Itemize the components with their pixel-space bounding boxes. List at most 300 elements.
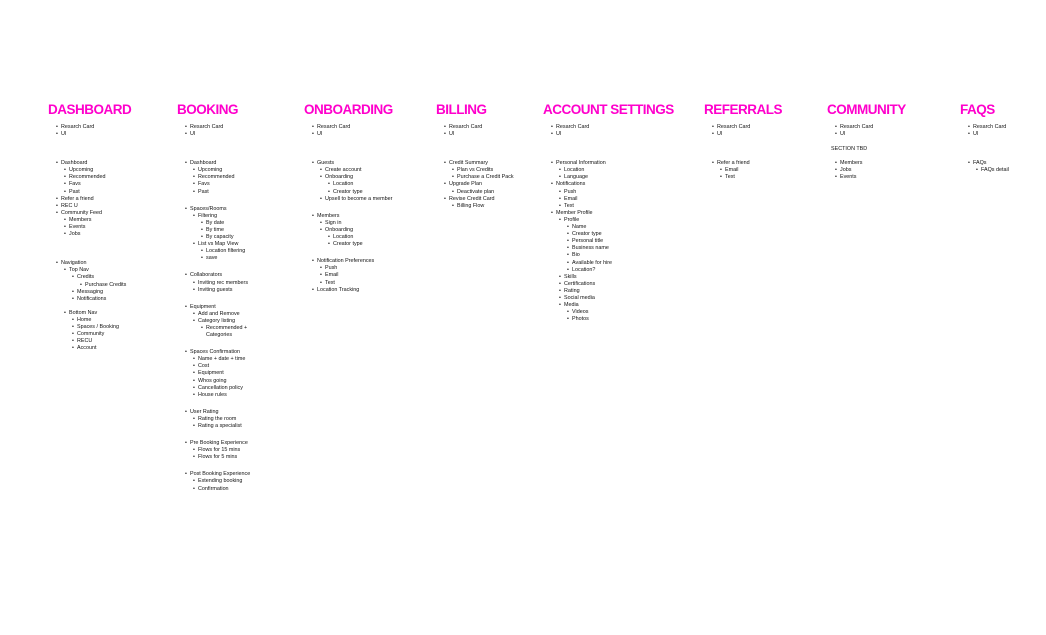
list-item-label: Media bbox=[564, 302, 579, 309]
list-item-label: Name + date + time bbox=[198, 356, 246, 363]
bullet-icon: • bbox=[835, 167, 837, 174]
bullet-icon: • bbox=[201, 234, 203, 241]
list-item-label: Location bbox=[333, 181, 354, 188]
bullet-icon: • bbox=[56, 124, 58, 130]
bullet-icon: • bbox=[185, 131, 187, 138]
list-item-label: Resarch Card bbox=[317, 124, 351, 130]
list-item-label: Email bbox=[725, 167, 739, 174]
bullet-icon: • bbox=[64, 231, 66, 238]
list-item-label: Push bbox=[325, 265, 338, 272]
list-item bbox=[177, 220, 250, 227]
bullet-icon: • bbox=[559, 216, 561, 223]
list-item-label: Community bbox=[77, 331, 105, 338]
bullet-icon: • bbox=[64, 267, 66, 274]
column-dashboard bbox=[48, 102, 131, 352]
bullet-icon: • bbox=[835, 131, 837, 138]
list-item bbox=[543, 210, 674, 217]
bullet-icon: • bbox=[72, 331, 74, 338]
list-item-label: Guests bbox=[317, 160, 335, 167]
list-item-label: UI bbox=[840, 131, 846, 138]
bullet-icon: • bbox=[64, 188, 66, 195]
bullet-icon: • bbox=[56, 160, 58, 167]
list-item-label: Business name bbox=[572, 245, 609, 252]
list-item bbox=[436, 167, 514, 174]
list-item bbox=[48, 282, 131, 289]
list-item-label: Plan vs Credits bbox=[457, 167, 494, 174]
list-item bbox=[48, 324, 131, 331]
bullet-icon: • bbox=[193, 423, 195, 429]
column-title: ONBOARDING bbox=[304, 102, 393, 117]
list-item-label: UI bbox=[449, 131, 455, 138]
list-item bbox=[48, 124, 131, 131]
column-booking bbox=[177, 102, 250, 493]
bullet-icon: • bbox=[559, 287, 561, 294]
bullet-icon: • bbox=[320, 219, 322, 226]
list-item-label: Email bbox=[564, 195, 578, 202]
list-item bbox=[543, 309, 674, 316]
list-item-label: Resarch Card bbox=[449, 124, 483, 130]
bullet-icon: • bbox=[567, 231, 569, 238]
bullet-icon: • bbox=[559, 167, 561, 174]
bullet-icon: • bbox=[185, 440, 187, 447]
list-item bbox=[177, 255, 250, 262]
list-item-label: UI bbox=[317, 131, 323, 138]
list-item bbox=[177, 378, 250, 385]
section-block bbox=[48, 260, 131, 352]
list-item bbox=[827, 124, 906, 131]
list-item bbox=[543, 189, 674, 196]
list-item-label: Whos going bbox=[198, 377, 227, 384]
bullet-icon: • bbox=[64, 181, 66, 188]
list-item bbox=[177, 227, 250, 234]
list-item bbox=[48, 217, 131, 224]
list-item bbox=[177, 248, 250, 255]
list-item-label: Credit Summary bbox=[449, 160, 488, 167]
list-item bbox=[177, 471, 250, 478]
list-item bbox=[48, 181, 131, 188]
bullet-icon: • bbox=[193, 447, 195, 454]
bullet-icon: • bbox=[559, 202, 561, 209]
list-item-label: Home bbox=[77, 316, 92, 323]
bullet-icon: • bbox=[551, 209, 553, 216]
bullet-icon: • bbox=[72, 288, 74, 295]
bullet-icon: • bbox=[452, 167, 454, 174]
section-block bbox=[177, 409, 250, 430]
bullet-icon: • bbox=[56, 209, 58, 216]
list-item bbox=[436, 174, 514, 181]
list-item bbox=[48, 189, 131, 196]
bullet-icon: • bbox=[193, 363, 195, 370]
list-item bbox=[436, 160, 514, 167]
list-item bbox=[48, 203, 131, 210]
list-item bbox=[177, 440, 250, 447]
bullet-icon: • bbox=[201, 324, 203, 331]
section-block bbox=[827, 146, 906, 153]
list-item bbox=[177, 454, 250, 461]
list-item-label: Past bbox=[198, 188, 209, 195]
list-item bbox=[177, 486, 250, 493]
bullet-icon: • bbox=[193, 384, 195, 391]
list-item-label: Available for hire bbox=[572, 259, 613, 266]
bullet-icon: • bbox=[56, 195, 58, 202]
section-block bbox=[304, 213, 393, 248]
list-item bbox=[177, 304, 250, 311]
spacer bbox=[48, 303, 131, 310]
list-item-label: Equipment bbox=[190, 303, 216, 310]
list-item bbox=[48, 317, 131, 324]
bullet-icon: • bbox=[320, 265, 322, 272]
bullet-icon: • bbox=[193, 317, 195, 324]
bullet-icon: • bbox=[201, 248, 203, 255]
bullet-icon: • bbox=[72, 338, 74, 345]
list-item-label: Flows for 15 mins bbox=[198, 447, 241, 454]
list-item-label: Upcoming bbox=[69, 167, 94, 174]
list-item-label: Email bbox=[325, 272, 339, 279]
bullet-icon: • bbox=[64, 224, 66, 231]
list-item bbox=[304, 124, 393, 131]
list-item bbox=[177, 416, 250, 423]
list-item bbox=[543, 217, 674, 224]
bullet-icon: • bbox=[72, 345, 74, 352]
list-item-label: User Rating bbox=[190, 408, 219, 415]
list-item-label: Recommended + bbox=[206, 324, 248, 331]
list-item bbox=[177, 409, 250, 416]
list-item-label: Language bbox=[564, 174, 588, 181]
list-item bbox=[960, 160, 1009, 167]
list-item bbox=[543, 231, 674, 238]
list-item bbox=[177, 363, 250, 370]
column-title: REFERRALS bbox=[704, 102, 783, 117]
list-item bbox=[177, 370, 250, 377]
column-title: FAQS bbox=[960, 102, 995, 117]
section-block bbox=[177, 349, 250, 399]
list-item-label: List vs Map View bbox=[198, 241, 239, 248]
list-item-label: UI bbox=[556, 131, 562, 138]
list-item-label: Credits bbox=[77, 274, 95, 281]
list-item bbox=[827, 167, 906, 174]
list-item bbox=[304, 220, 393, 227]
list-item bbox=[177, 241, 250, 248]
list-item bbox=[304, 174, 393, 181]
bullet-icon: • bbox=[312, 124, 314, 130]
list-item-label: Resarch Card bbox=[61, 124, 95, 130]
list-item-label: Text bbox=[725, 174, 735, 181]
list-item bbox=[543, 252, 674, 259]
bullet-icon: • bbox=[193, 377, 195, 384]
section-block bbox=[48, 160, 131, 238]
bullet-icon: • bbox=[968, 124, 970, 130]
list-item bbox=[304, 131, 393, 138]
list-item-label: Personal Information bbox=[556, 160, 606, 167]
bullet-icon: • bbox=[193, 174, 195, 181]
list-item-label: Category listing bbox=[198, 317, 236, 324]
column-title: BILLING bbox=[436, 102, 487, 117]
list-item bbox=[48, 274, 131, 281]
section-block bbox=[543, 124, 674, 138]
list-item bbox=[48, 160, 131, 167]
section-block bbox=[543, 160, 674, 323]
list-item bbox=[304, 241, 393, 248]
list-item bbox=[177, 392, 250, 399]
list-item-label: Spaces Confirmation bbox=[190, 349, 241, 356]
list-item-label: By time bbox=[206, 226, 224, 233]
bullet-icon: • bbox=[56, 202, 58, 209]
bullet-icon: • bbox=[193, 188, 195, 195]
bullet-icon: • bbox=[328, 234, 330, 241]
bullet-icon: • bbox=[551, 160, 553, 167]
list-item bbox=[48, 338, 131, 345]
list-item-label: By capacity bbox=[206, 234, 234, 241]
bullet-icon: • bbox=[452, 174, 454, 181]
bullet-icon: • bbox=[559, 188, 561, 195]
bullet-icon: • bbox=[312, 286, 314, 293]
list-item bbox=[48, 231, 131, 238]
list-item-label: UI bbox=[717, 131, 723, 138]
bullet-icon: • bbox=[444, 124, 446, 130]
bullet-icon: • bbox=[201, 219, 203, 226]
list-item-label: Create account bbox=[325, 167, 362, 174]
list-item bbox=[436, 203, 514, 210]
section-block bbox=[827, 160, 906, 181]
bullet-icon: • bbox=[835, 174, 837, 181]
bullet-icon: • bbox=[328, 188, 330, 195]
bullet-icon: • bbox=[185, 408, 187, 415]
list-item bbox=[543, 203, 674, 210]
list-item-label: Top Nav bbox=[69, 267, 89, 274]
bullet-icon: • bbox=[567, 259, 569, 266]
bullet-icon: • bbox=[567, 316, 569, 323]
list-item-label: Photos bbox=[572, 316, 589, 323]
list-item bbox=[48, 224, 131, 231]
list-item bbox=[177, 325, 250, 332]
bullet-icon: • bbox=[312, 131, 314, 138]
list-item-label: Creator type bbox=[333, 241, 363, 248]
list-item bbox=[704, 160, 782, 167]
bullet-icon: • bbox=[193, 212, 195, 219]
bullet-icon: • bbox=[559, 195, 561, 202]
list-item bbox=[304, 213, 393, 220]
column-title: ACCOUNT SETTINGS bbox=[543, 102, 674, 117]
bullet-icon: • bbox=[444, 195, 446, 202]
bullet-icon: • bbox=[976, 167, 978, 174]
list-item bbox=[543, 224, 674, 231]
list-item-label: Location filtering bbox=[206, 248, 246, 255]
bullet-icon: • bbox=[201, 226, 203, 233]
bullet-icon: • bbox=[193, 478, 195, 485]
list-item bbox=[960, 131, 1009, 138]
bullet-icon: • bbox=[559, 273, 561, 280]
bullet-icon: • bbox=[444, 131, 446, 138]
bullet-icon: • bbox=[320, 226, 322, 233]
list-item bbox=[827, 174, 906, 181]
list-item-label: UI bbox=[973, 131, 979, 138]
list-item-label: Member Profile bbox=[556, 209, 593, 216]
list-item-label: FAQs detail bbox=[981, 167, 1009, 174]
list-item bbox=[960, 124, 1009, 131]
list-item-label: Billing Flow bbox=[457, 202, 485, 209]
list-item bbox=[177, 332, 250, 339]
section-block bbox=[304, 124, 393, 138]
list-item-label: REC U bbox=[61, 202, 78, 209]
list-item-label: Resarch Card bbox=[717, 124, 751, 130]
section-block bbox=[177, 124, 250, 138]
bullet-icon: • bbox=[551, 181, 553, 188]
bullet-icon: • bbox=[185, 124, 187, 130]
list-item bbox=[48, 131, 131, 138]
list-item bbox=[304, 287, 393, 294]
list-item-label: Purchase Credits bbox=[85, 281, 127, 288]
section-block bbox=[436, 124, 514, 138]
list-item-label: Spaces / Booking bbox=[77, 323, 119, 330]
list-item bbox=[827, 160, 906, 167]
list-item-label: Creator type bbox=[333, 188, 363, 195]
list-item bbox=[827, 131, 906, 138]
list-item-label: Bottom Nav bbox=[69, 309, 98, 316]
section-block bbox=[177, 304, 250, 339]
list-item-label: Name bbox=[572, 224, 587, 231]
list-item-label: Members bbox=[317, 212, 340, 219]
bullet-icon: • bbox=[72, 323, 74, 330]
bullet-icon: • bbox=[567, 309, 569, 316]
list-item-label: Notifications bbox=[77, 295, 107, 302]
section-block bbox=[960, 160, 1009, 174]
section-block bbox=[436, 160, 514, 210]
list-item-label: save bbox=[206, 255, 218, 262]
bullet-icon: • bbox=[185, 471, 187, 478]
list-item-label: Collaborators bbox=[190, 272, 223, 279]
list-item-label: Personal title bbox=[572, 238, 604, 245]
list-item bbox=[177, 311, 250, 318]
list-item bbox=[960, 167, 1009, 174]
bullet-icon: • bbox=[185, 272, 187, 279]
list-item bbox=[48, 167, 131, 174]
list-item bbox=[177, 356, 250, 363]
list-item-label: Location bbox=[564, 167, 585, 174]
list-item-label: Text bbox=[325, 279, 335, 286]
list-item bbox=[304, 265, 393, 272]
list-item bbox=[543, 131, 674, 138]
section-block bbox=[827, 124, 906, 138]
list-item bbox=[304, 234, 393, 241]
bullet-icon: • bbox=[185, 160, 187, 167]
bullet-icon: • bbox=[551, 131, 553, 138]
list-item-label: Favs bbox=[69, 181, 81, 188]
list-item bbox=[177, 478, 250, 485]
list-item-label: Profile bbox=[564, 216, 580, 223]
list-item-label: Location? bbox=[572, 266, 596, 273]
list-item-label: Resarch Card bbox=[973, 124, 1007, 130]
list-item bbox=[48, 310, 131, 317]
list-item-label: Events bbox=[840, 174, 857, 181]
list-item bbox=[436, 131, 514, 138]
list-item-label: Rating a specialist bbox=[198, 423, 242, 429]
list-item bbox=[177, 131, 250, 138]
list-item-label: By date bbox=[206, 219, 225, 226]
bullet-icon: • bbox=[559, 302, 561, 309]
list-item-label: Upcoming bbox=[198, 167, 223, 174]
list-item bbox=[543, 238, 674, 245]
list-item bbox=[704, 167, 782, 174]
bullet-icon: • bbox=[185, 303, 187, 310]
list-item-label: Messaging bbox=[77, 288, 104, 295]
bullet-icon: • bbox=[968, 160, 970, 167]
list-item bbox=[543, 288, 674, 295]
list-item bbox=[436, 124, 514, 131]
bullet-icon: • bbox=[193, 181, 195, 188]
list-item-label: Videos bbox=[572, 309, 589, 316]
column-title: BOOKING bbox=[177, 102, 239, 117]
bullet-icon: • bbox=[712, 160, 714, 167]
bullet-icon: • bbox=[193, 454, 195, 461]
column-referrals bbox=[704, 102, 782, 181]
bullet-icon: • bbox=[559, 280, 561, 287]
list-item-label: Filtering bbox=[198, 212, 218, 219]
list-item bbox=[177, 174, 250, 181]
bullet-icon: • bbox=[56, 260, 58, 267]
bullet-icon: • bbox=[201, 255, 203, 262]
list-item-label: UI bbox=[61, 131, 67, 138]
bullet-icon: • bbox=[567, 245, 569, 252]
list-item-label: House rules bbox=[198, 391, 227, 398]
list-item-label: RECU bbox=[77, 338, 93, 345]
bullet-icon: • bbox=[64, 167, 66, 174]
bullet-icon: • bbox=[312, 160, 314, 167]
bullet-icon: • bbox=[452, 188, 454, 195]
bullet-icon: • bbox=[320, 174, 322, 181]
list-item-label: Upsell to become a member bbox=[325, 195, 393, 202]
list-item bbox=[304, 196, 393, 203]
section-note: SECTION TBD bbox=[831, 146, 868, 153]
bullet-icon: • bbox=[64, 174, 66, 181]
list-item-label: Jobs bbox=[69, 231, 81, 238]
list-item-label: Community Feed bbox=[61, 209, 103, 216]
list-item bbox=[543, 167, 674, 174]
list-item bbox=[177, 318, 250, 325]
bullet-icon: • bbox=[968, 131, 970, 138]
list-item-label: Resarch Card bbox=[190, 124, 224, 130]
list-item-label: Skills bbox=[564, 273, 577, 280]
bullet-icon: • bbox=[193, 310, 195, 317]
section-block bbox=[177, 471, 250, 492]
column-community bbox=[827, 102, 906, 182]
list-item bbox=[48, 210, 131, 217]
list-item bbox=[48, 196, 131, 203]
bullet-icon: • bbox=[193, 279, 195, 286]
bullet-icon: • bbox=[444, 181, 446, 188]
list-item-label: Social media bbox=[564, 294, 595, 301]
list-item-label: Inviting guests bbox=[198, 286, 233, 293]
section-block bbox=[177, 272, 250, 293]
bullet-icon: • bbox=[567, 238, 569, 245]
list-item-label: UI bbox=[190, 131, 196, 138]
list-item bbox=[48, 267, 131, 274]
column-faqs bbox=[960, 102, 1009, 174]
bullet-icon: • bbox=[328, 181, 330, 188]
list-item bbox=[436, 196, 514, 203]
section-block bbox=[960, 124, 1009, 138]
list-item-label: Onboarding bbox=[325, 174, 354, 181]
list-item bbox=[177, 349, 250, 356]
bullet-icon: • bbox=[720, 167, 722, 174]
list-item-label: Refer a friend bbox=[61, 195, 94, 202]
list-item-label: Resarch Card bbox=[840, 124, 874, 130]
list-item-label: Post Booking Experience bbox=[190, 471, 251, 478]
list-item-label: Location Tracking bbox=[317, 286, 360, 293]
list-item-label: Account bbox=[77, 345, 97, 352]
list-item bbox=[177, 124, 250, 131]
section-block bbox=[304, 160, 393, 203]
list-item-label: Sign in bbox=[325, 219, 342, 226]
